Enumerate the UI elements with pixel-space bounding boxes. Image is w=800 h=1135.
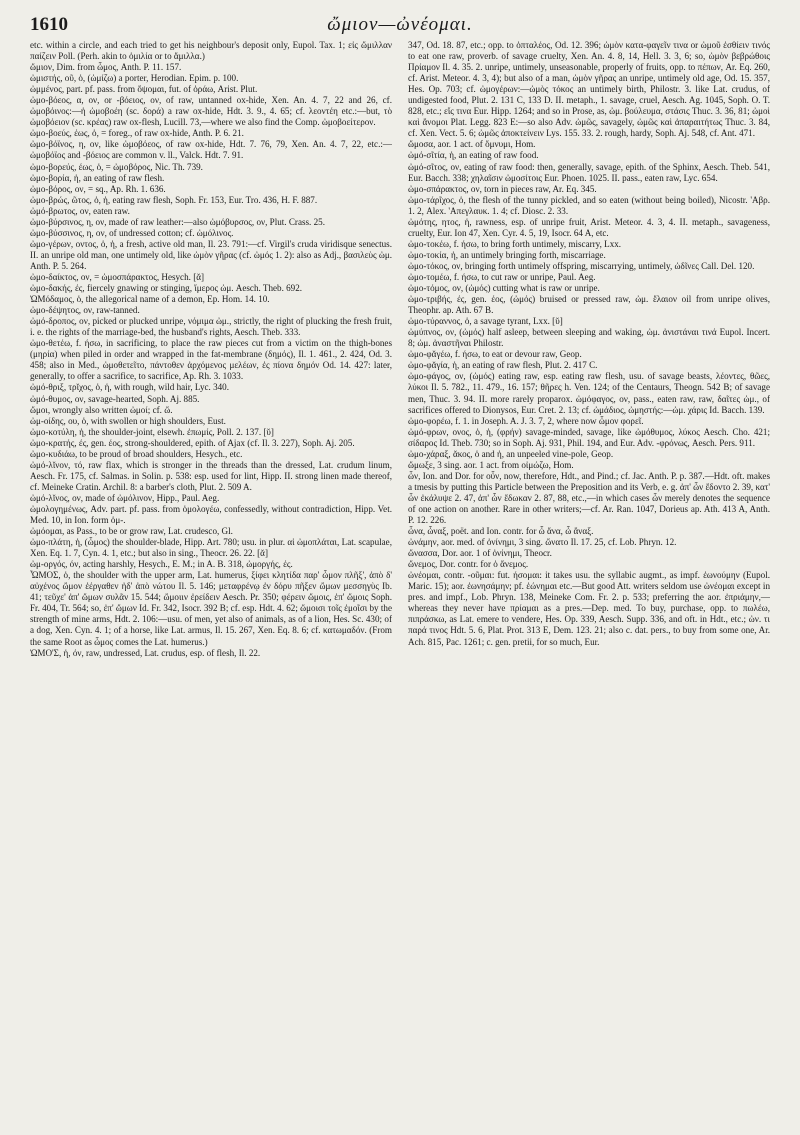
dictionary-entry: ὠμό-σῖτος, ον, eating of raw food: then, generally, savage, epith. of the Sphinx, Aesch. Theb. 541, Eur. Bacch. 338; χηλαῖσιν ὠμοσίτοις Eur. Phoen. 1025. II. pass., eaten raw, Lyc. 654. bbox=[408, 161, 770, 183]
left-column bbox=[30, 40, 392, 1129]
dictionary-entry: ὨΜΟ'Σ, ἡ, όν, raw, undressed, Lat. crudus, esp. of flesh, Il. 22. bbox=[30, 647, 261, 658]
dictionary-entry: ὠμο-φᾰγία, ἡ, an eating of raw flesh, Plut. 2. 417 C. bbox=[408, 360, 598, 371]
dictionary-entry: ὠμο-βορεύς, έως, ὁ, = ὠμοβόρος, Nic. Th. 739. bbox=[30, 161, 203, 172]
page-number: 1610 bbox=[30, 14, 68, 35]
dictionary-entry: ὮΜΟΣ, ὁ, the shoulder with the upper arm, Lat. humerus, ξίφει κλητίδα παρ' ὦμον πλῆξ', ἀπὸ δ' αὐχένος ὤμον ἐέργαθεν ἠδ' ἀπὸ νώτου Il. 5. 146; μεταφρένῳ ἐν δόρυ πῆξεν ὤμων μεσσηγὺς Ib. 41; τεῦχε' ἀπ' ὤμων συλᾶν 15. 544; ὤμοιιν ἐρείδειν Aesch. Pr. 350; φέρειν ὤμοις, ἐπ' ὤμοις Soph. Fr. 404, Tr. 564; so, ἐπ' ὤμων Id. Fr. 342, Isocr. 392 B; cf. esp. Hdt. 4. 62; ὤμοισι τοῖς ἐμοῖσι by the strength of mine arms, Hdt. 2. 106:—usu. of men, yet also of animals, as of a lion, Hes. Sc. 430; of a dog, Xen. Cyn. 4. 1; of a horse, like Lat. armus, Il. 15. 267, Xen. Eq. 8. 6; cf. κατωμαδόν. (From the same Root as ὦμος comes the Lat. humerus.) bbox=[30, 570, 392, 647]
dictionary-entry: ὦνα, ὦναξ, poët. and Ion. contr. for ὦ ἄνα, ὦ ἄναξ. bbox=[408, 526, 594, 537]
dictionary-entry: ὠμο-φᾰγέω, f. ήσω, to eat or devour raw, Geop. bbox=[408, 349, 582, 360]
dictionary-entry: ὠμο-κοτύλη, ἡ, the shoulder-joint, elsewh. ἐπωμίς, Poll. 2. 137. [ῠ] bbox=[30, 426, 274, 437]
dictionary-entry: ὠμο-φάγος, ον, (ὠμός) eating raw, esp. eating raw flesh, usu. of savage beasts, λέοντες, θῶες, λύκοι Il. 5. 782., 11. 479., 16. 157; θῆρες h. Ven. 124; of the Centaurs, Theogn. 542 B; of savage men, Thuc. 3. 94. II. more rarely proparox. ὠμόφαγος, ον, pass., eaten raw, raw, δαῖτες ὠμ., of sacrifices offered to Dionysos, Eur. Cret. 2. 13; cf. ὠμάδιος, ὠμηστής:—ὠμ. χάρις Id. Bacch. 139. bbox=[408, 371, 770, 415]
dictionary-entry: ὠμο-βόρος, ον, = sq., Ap. Rh. 1. 636. bbox=[30, 183, 166, 194]
dictionary-entry: ὤμωξε, 3 sing. aor. 1 act. from οἰμώζω, Hom. bbox=[408, 459, 574, 470]
page-header bbox=[30, 14, 770, 38]
dictionary-entry: ὠμ-οίδης, ου, ὁ, with swollen or high shoulders, Eust. bbox=[30, 415, 226, 426]
dictionary-entry: ὠνέομαι, contr. -οῦμαι: fut. ήσομαι: it takes usu. the syllabic augmt., as impf. ἐωνούμην (Eupol. Maric. 15); aor. ἐωνησάμην; pf. ἐώνημαι etc.—But good Att. writers seldom use ὠνέομαι except in pres. and impf., Lob. Phryn. 138, Meineke Com. Fr. 2. p. 533; preferring the aor. ἐπριάμην,—whereas they never have πρίαμαι as a pres.—Dep. med. To buy, purchase, opp. to πωλέω, πιπράσκω, as Lat. emere to vendere, Hes. Op. 339, Aesch. Supp. 336, and oft. in Hdt., etc.; ὠν. τι παρά τινος Hdt. 5. 6, Plat. Prot. 313 E, Dem. 123. 21; also c. dat. pers., to buy from some one, Ar. Ach. 815, Pac. 1261; c. gen. pretii, for so much, Eur. bbox=[408, 570, 770, 647]
dictionary-entry: ὦν, Ion. and Dor. for οὖν, now, therefore, Hdt., and Pind.; cf. Jac. Anth. P. p. 387.—Hdt. oft. makes a tmesis by putting this Particle between the Preposition and its Verb, e. g. ἀπ' ὦν ἔδοντο 2. 39, κατ' ὦν ἐκάλυψε 2. 47, ἀπ' ὦν ἔδωκαν 2. 87, 88, etc.,—in which cases ὦν merely denotes the sequence of one action on another. Rare in other writers;—cf. Ar. Ran. 1047, Dorieus ap. Ath. 413 A, Anth. P. 12. 226. bbox=[408, 470, 770, 526]
dictionary-entry: ὠμο-βρώς, ῶτος, ὁ, ἡ, eating raw flesh, Soph. Fr. 153, Eur. Tro. 436, H. F. 887. bbox=[30, 194, 318, 205]
dictionary-entry: ὠμ-οργός, όν, acting harshly, Hesych., E. M.; in A. B. 318, ὠμοργής, ές. bbox=[30, 559, 293, 570]
dictionary-entry: ὠμιστής, οῦ, ὁ, (ὠμίζω) a porter, Herodian. Epim. p. 100. bbox=[30, 73, 239, 84]
right-column bbox=[408, 40, 770, 1129]
dictionary-entry: ὠμο-τοκέω, f. ήσω, to bring forth untimely, miscarry, Lxx. bbox=[408, 238, 622, 249]
dictionary-entry: ὠμο-πλάτη, ἡ, (ὦμος) the shoulder-blade, Hipp. Art. 780; usu. in plur. αἱ ὠμοπλάται, Lat. scapulae, Xen. Eq. 1. 7, Cyn. 4. 1, etc.; but also in sing., Theocr. 26. 22. [ᾰ] bbox=[30, 537, 392, 559]
dictionary-entry: ὠμο-τοκία, ἡ, an untimely bringing forth, miscarriage. bbox=[408, 249, 606, 260]
dictionary-entry: ὠμο-τόκος, ον, bringing forth untimely offspring, miscarrying, untimely, ὠδῖνες Call. Del. 120. bbox=[408, 260, 755, 271]
running-head: ὤμιον—ὠνέομαι. bbox=[327, 14, 473, 35]
dictionary-entry: ὠμύπνος, ον, (ὠμός) half asleep, between sleeping and waking, ὠμ. ἀνιστάναι τινά Eupol. Incert. 8; ὠμ. ἀναστῆναι Philostr. bbox=[408, 327, 770, 349]
dictionary-entry: ὠμο-δακής, ές, fiercely gnawing or stinging, ἵμερος ὠμ. Aesch. Theb. 692. bbox=[30, 283, 303, 294]
dictionary-entry: ὠμόομαι, as Pass., to be or grow raw, Lat. crudesco, Gl. bbox=[30, 526, 233, 537]
dictionary-entry: ὠμό-θριξ, τρῐχος, ὁ, ἡ, with rough, wild hair, Lyc. 340. bbox=[30, 382, 230, 393]
dictionary-entry: ὠμό-δροπος, ον, picked or plucked unripe, νόμιμα ὠμ., strictly, the right of plucking the fresh fruit, i. e. the rights of the marriage-bed, the husband's rights, Aesch. Theb. 333. bbox=[30, 316, 392, 338]
dictionary-entry: etc. within a circle, and each tried to get his neighbour's deposit only, Eupol. Tax. 1; εἰς ὤμιλλαν παίζειν Poll. (Perh. akin to ὁμιλία or to ἅμιλλα.) bbox=[30, 40, 392, 62]
dictionary-entry: ὠμο-θετέω, f. ήσω, in sacrificing, to place the raw pieces cut from a victim on the thigh-bones (μηρία) when piled in order and wrapped in the fat-membrane (δημός), Il. 1. 461., 2. 424, Od. 3. 458; also in Med., ὠμοθετεῖτο, πάντοθεν ἀρχόμενος μελέων, ἐς πίονα δημόν Od. 14. 427: later, generally, to offer a sacrifice, to sacrifice, Ap. Rh. 3. 1033. bbox=[30, 338, 392, 382]
dictionary-entry: ὠμο-κυδιάω, to be proud of broad shoulders, Hesych., etc. bbox=[30, 448, 243, 459]
dictionary-entry: ὠμό-σῖτία, ἡ, an eating of raw food. bbox=[408, 150, 539, 161]
dictionary-entry: ὤνεμος, Dor. contr. for ὁ ἄνεμος. bbox=[408, 559, 529, 570]
dictionary-entry: ὠμμένος, part. pf. pass. from ὄψομαι, fut. of ὁράω, Arist. Plut. bbox=[30, 84, 258, 95]
dictionary-entry: ὠμο-βοεύς, έως, ὁ, = foreg., of raw ox-hide, Anth. P. 6. 21. bbox=[30, 128, 244, 139]
dictionary-entry: ὤμοσα, aor. 1 act. of ὄμνυμι, Hom. bbox=[408, 139, 536, 150]
dictionary-entry: ὤμιον, Dim. from ὦμος, Anth. P. 11. 157. bbox=[30, 62, 182, 73]
dictionary-entry: ὠμό-θυμος, ον, savage-hearted, Soph. Aj. 885. bbox=[30, 393, 200, 404]
dictionary-entry: ὠμό-λῐνον, τό, raw flax, which is stronger in the threads than the dressed, Lat. crudum linum, Aesch. Fr. 175, cf. Salmas. in Solin. p. 538: esp. used for lint, Hipp. II. strong linen made thereof, cf. Meineke Cratin. Archil. 8: a barber's cloth, Plut. 2. 509 A. bbox=[30, 459, 392, 492]
dictionary-entry: ὠμο-βύσσινος, η, ον, of undressed cotton; cf. ὠμόλινος. bbox=[30, 227, 234, 238]
dictionary-entry: ὠμο-βόεος, α, ον, or -βόειος, ον, of raw, untanned ox-hide, Xen. An. 4. 7, 22 and 26, cf. ὠμοβόινος:—ἡ ὠμοβοέη (sc. δορά) a raw ox-hide, Hdt. 3. 9., 4. 65; cf. λεοντέη etc.:—but, τὸ ὠμοβόειον (sc. κρέας) raw ox-flesh, Lucill. 73,—where we also find the Comp. ὠμοβοείτερον. bbox=[30, 95, 392, 128]
dictionary-entry: ὠμο-τομέω, f. ήσω, to cut raw or unripe, Paul. Aeg. bbox=[408, 271, 596, 282]
dictionary-entry: ὠνάμην, aor. med. of ὀνίνημι, 3 sing. ὤνατο Il. 17. 25, cf. Lob. Phryn. 12. bbox=[408, 537, 677, 548]
dictionary-entry: ὠμο-φορέω, f. 1. in Joseph. A. J. 3. 7, 2, where now ὦμον φορεῖ. bbox=[408, 415, 644, 426]
dictionary-entry: ὠμό-βρωτος, ον, eaten raw. bbox=[30, 205, 130, 216]
dictionary-entry: ὠμο-σπάρακτος, ον, torn in pieces raw, Ar. Eq. 345. bbox=[408, 183, 597, 194]
dictionary-entry: ὠμολογημένως, Adv. part. pf. pass. from ὁμολογέω, confessedly, without contradiction, Hipp. Vet. Med. 10, in Ion. form ὁμ-. bbox=[30, 503, 392, 526]
dictionary-entry: ὠμό-λῐνος, ον, made of ὠμόλινον, Hipp., Paul. Aeg. bbox=[30, 492, 220, 503]
dictionary-entry: ὤνασσα, Dor. aor. 1 of ὀνίνημι, Theocr. bbox=[408, 548, 552, 559]
dictionary-entry: ὠμο-τύραννος, ὁ, a savage tyrant, Lxx. [ῠ] bbox=[408, 316, 563, 327]
dictionary-entry: ὠμο-δαίκτος, ον, = ὠμοσπάρακτος, Hesych. [ᾰ] bbox=[30, 271, 205, 282]
dictionary-entry: ὠμότης, ητος, ἡ, rawness, esp. of unripe fruit, Arist. Meteor. 4. 3, 4. II. metaph., savageness, cruelty, Eur. Ion 47, Xen. Cyr. 4. 5, 19, Isocr. 64 A, etc. bbox=[408, 216, 770, 238]
dictionary-entry: ὠμο-βορία, ἡ, an eating of raw flesh. bbox=[30, 172, 165, 183]
dictionary-entry: ὠμο-τριβής, ές, gen. έος, (ὠμός) bruised or pressed raw, ὠμ. ἔλαιον oil from unripe olives, Theophr. ap. Ath. 67 B. bbox=[408, 294, 770, 316]
dictionary-entry: ὠμο-χάραξ, ᾰκος, ὁ and ἡ, an unpeeled vine-pole, Geop. bbox=[408, 448, 614, 459]
dictionary-entry: ὠμο-τάρῖχος, ὁ, the flesh of the tunny pickled, and so eaten (without being boiled), Nicostr. 'Αβρ. 1. 2, Alex. 'Απεγλαυκ. 1. 4; cf. Diosc. 2. 33. bbox=[408, 194, 770, 216]
dictionary-entry: ὩΜόδαμος, ὁ, the allegorical name of a demon, Ep. Hom. 14. 10. bbox=[30, 294, 270, 305]
dictionary-entry: ὠμο-γέρων, οντος, ὁ, ἡ, a fresh, active old man, Il. 23. 791:—cf. Virgil's cruda viridisque senectus. II. an unripe old man, one untimely old, like ὠμὸν γῆρας (cf. ὠμός 1. 2): also as Adj., βασιλεὺς ὠμ. Anth. P. 5. 264. bbox=[30, 238, 392, 271]
dictionary-entry: ὠμο-βύρσινος, η, ον, made of raw leather:—also ὠμόβυρσος, ον, Plut. Crass. 25. bbox=[30, 216, 325, 227]
dictionary-entry: ὠμό-φρων, ονος, ὁ, ἡ, (φρήν) savage-minded, savage, like ὠμόθυμος, λύκος Aesch. Cho. 421; σίδαρος Id. Theb. 730; so in Soph. Aj. 931, Phil. 194, and Eur. Adv. -φρόνως, Aesch. Pers. 911. bbox=[408, 426, 770, 448]
dictionary-entry: ὠμο-βόϊνος, η, ον, like ὠμοβόεος, of raw ox-hide, Hdt. 7. 76, 79, Xen. An. 4. 7, 22, etc.:—ὠμοβόϊος and -βόειος are common v. ll., Valck. Hdt. 7. 91. bbox=[30, 139, 392, 161]
dictionary-entry: ὠμο-κρατής, ές, gen. έος, strong-shouldered, epith. of Ajax (cf. Il. 3. 227), Soph. Aj. 205. bbox=[30, 437, 355, 448]
dictionary-entry: ὠμο-τόμος, ον, (ὠμός) cutting what is raw or unripe. bbox=[408, 283, 600, 294]
text-columns bbox=[30, 40, 770, 1129]
dictionary-entry: ὤμοι, wrongly also written ὠμοί; cf. ὤ. bbox=[30, 404, 173, 415]
dictionary-entry: ὠμο-δέψητος, ον, raw-tanned. bbox=[30, 305, 140, 316]
dictionary-entry: 347, Od. 18. 87, etc.; opp. to ὀπταλέος, Od. 12. 396; ὠμὸν κατα-φαγεῖν τινα or ὠμοῦ ἐσθίειν τινός to eat one raw, proverb. of savage cruelty, Xen. An. 4. 8, 14, Hell. 3. 3, 6; so, ὠμὸν βεβρώθοις Πρίαμον Il. 4. 35. 2. unripe, untimely, unseasonable, properly of fruits, opp. to πέπων, Ar. Eq. 260, cf. Arist. Meteor. 4. 3, 4); but also of a man, ὠμὸν γῆρας an unripe, untimely old age, Od. 15. 357, Hes. Op. 703; cf. ὠμογέρων:—ὠμὸς τόκος an untimely birth, Philostr. 3. like Lat. crudus, of undigested food, Plut. 2. 131 C, 133 D. II. metaph., 1. savage, cruel, Aesch. Ag. 1045, Soph. O. T. 828, etc.; εἴς τινα Eur. Hipp. 1264; and so in Prose, as, ὠμ. βούλευμα, στάσις Thuc. 3. 36, 81; ὠμοὶ καὶ ἄνομοι Plat. Legg. 823 E:—so also Adv. ὠμῶς, savagely, ὠμῶς καὶ ἀπαραιτήτως Thuc. 3. 84, cf. Xen. Vect. 5. 6; ὠμῶς ἀποκτείνειν Lys. 155. 33. 2. rough, hardy, Soph. Aj. 548, cf. Ant. 471. bbox=[408, 40, 770, 139]
